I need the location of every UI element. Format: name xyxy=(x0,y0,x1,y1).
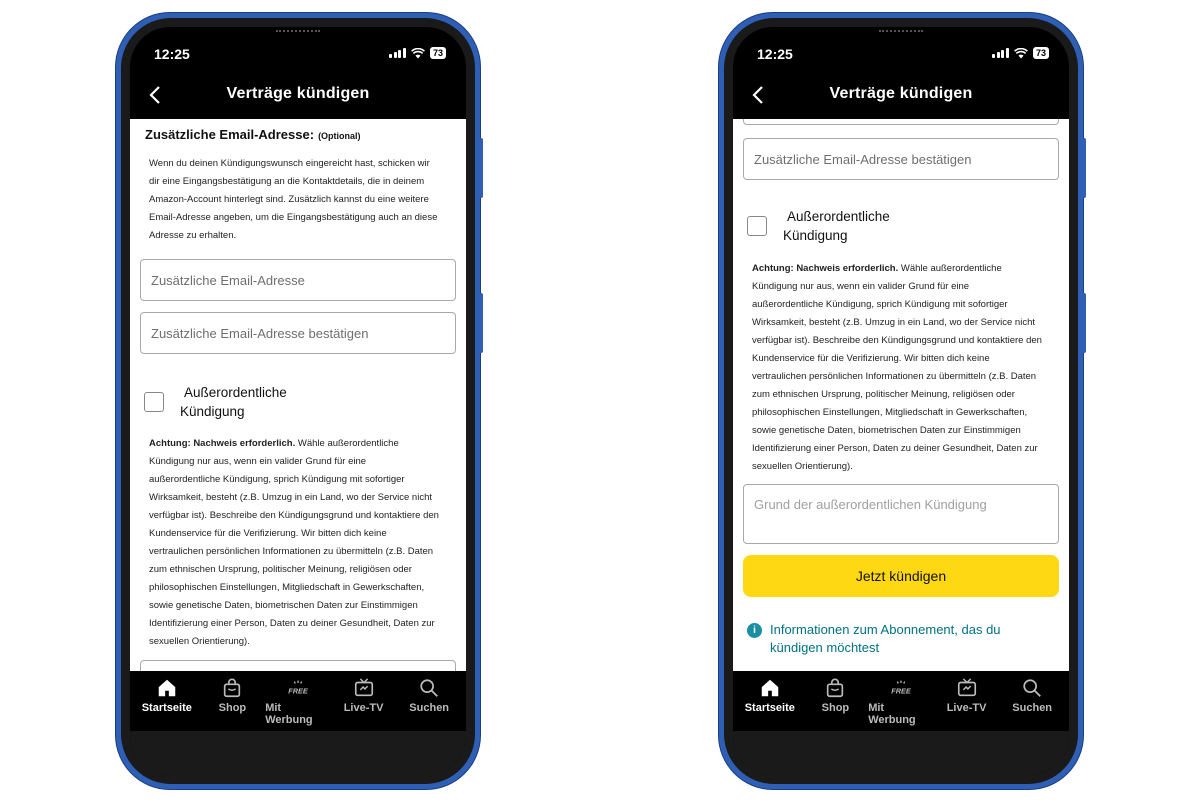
tab-suchen[interactable]: Suchen xyxy=(396,671,462,731)
status-bar xyxy=(733,27,1069,71)
signal-icon xyxy=(389,48,406,58)
extraordinary-warning: Achtung: Nachweis erforderlich. Wähle außerordentliche Kündigung nur aus, wenn ein valider Grund für eine außerordentliche Kündigung, sprich Kündigung mit sofortiger Wirksamkeit, besteht (z.B. Umzug in ein Land, wo der Service nicht verfügbar ist). Beschreibe den Kündigungsgrund und kontaktiere den Kundenservice für die Verifizierung. Wir bitten dich keine vertraulichen persönlichen Informationen zu übermitteln (z.B. Daten zum ethnischen Ursprung, politischer Meinung, religiösen oder philosophischen Einstellungen, Mitgliedschaft in Gewerkschaften, sowie genetische Daten, biometrischen Daten zur Einstimmigen Identifizierung einer Person, Daten zu deiner Gesundheit, Daten zur sexuellen Orientierung). xyxy=(149,438,439,647)
free-icon xyxy=(287,677,309,699)
status-time: 12:25 xyxy=(154,46,190,62)
extraordinary-checkbox[interactable] xyxy=(144,392,164,412)
page-title: Verträge kündigen xyxy=(829,85,973,102)
page-title: Verträge kündigen xyxy=(226,85,370,102)
phone-right xyxy=(719,13,1083,789)
reason-textarea[interactable]: Grund der außerordentlichen Kündigung xyxy=(743,484,1059,544)
info-icon: i xyxy=(747,623,762,638)
cancel-now-button[interactable]: Jetzt kündigen xyxy=(743,555,1059,597)
confirm-email-input[interactable]: Zusätzliche Email-Adresse bestätigen xyxy=(140,312,456,354)
email-section-title: Zusätzliche Email-Adresse: (Optional) xyxy=(145,127,361,142)
tab-shop[interactable]: Shop xyxy=(803,671,869,731)
battery-indicator: 73 xyxy=(430,47,446,59)
extraordinary-label: Außerordentliche Kündigung xyxy=(180,385,287,419)
extraordinary-checkbox-row[interactable] xyxy=(747,207,890,245)
signal-icon xyxy=(992,48,1009,58)
tab-startseite[interactable]: Startseite xyxy=(134,671,200,731)
svg-text:FREE: FREE xyxy=(288,686,308,696)
confirm-email-input[interactable]: Zusätzliche Email-Adresse bestätigen xyxy=(743,138,1059,180)
search-icon xyxy=(1021,677,1043,699)
svg-text:FREE: FREE xyxy=(891,686,911,696)
tab-bar xyxy=(733,671,1069,731)
battery-indicator: 73 xyxy=(1033,47,1049,59)
tv-icon xyxy=(956,677,978,699)
status-bar xyxy=(130,27,466,71)
nav-bar xyxy=(130,71,466,119)
home-icon xyxy=(759,677,781,699)
additional-email-input[interactable]: Zusätzliche Email-Adresse xyxy=(140,259,456,301)
home-icon xyxy=(156,677,178,699)
tab-suchen[interactable]: Suchen xyxy=(999,671,1065,731)
tab-mit-werbung[interactable]: FREE Mit Werbung xyxy=(265,671,331,731)
shopping-bag-icon xyxy=(824,677,846,699)
phone-left xyxy=(116,13,480,789)
tab-mit-werbung[interactable]: FREE Mit Werbung xyxy=(868,671,934,731)
search-icon xyxy=(418,677,440,699)
tv-icon xyxy=(353,677,375,699)
free-icon xyxy=(890,677,912,699)
tab-live-tv[interactable]: Live-TV xyxy=(934,671,1000,731)
extraordinary-label: Außerordentliche Kündigung xyxy=(783,209,890,243)
optional-tag: (Optional) xyxy=(318,131,361,141)
tab-live-tv[interactable]: Live-TV xyxy=(331,671,397,731)
screen xyxy=(130,27,466,775)
tab-startseite[interactable]: Startseite xyxy=(737,671,803,731)
subscription-info-link[interactable]: i Informationen zum Abonnement, das du kündigen möchtest xyxy=(747,621,1049,657)
extraordinary-checkbox[interactable] xyxy=(747,216,767,236)
tab-bar xyxy=(130,671,466,731)
previous-input-edge xyxy=(743,119,1059,125)
shopping-bag-icon xyxy=(221,677,243,699)
screen xyxy=(733,27,1069,775)
nav-bar xyxy=(733,71,1069,119)
extraordinary-warning: Achtung: Nachweis erforderlich. Wähle außerordentliche Kündigung nur aus, wenn ein valider Grund für eine außerordentliche Kündigung, sprich Kündigung mit sofortiger Wirksamkeit, besteht (z.B. Umzug in ein Land, wo der Service nicht verfügbar ist). Beschreibe den Kündigungsgrund und kontaktiere den Kundenservice für die Verifizierung. Wir bitten dich keine vertraulichen persönlichen Informationen zu übermitteln (z.B. Daten zum ethnischen Ursprung, politischer Meinung, religiösen oder philosophischen Einstellungen, Mitgliedschaft in Gewerkschaften, sowie genetische Daten, biometrischen Daten zur Einstimmigen Identifizierung einer Person, Daten zu deiner Gesundheit, Daten zur sexuellen Orientierung). xyxy=(752,263,1042,472)
wifi-icon xyxy=(411,48,425,59)
status-time: 12:25 xyxy=(757,46,793,62)
extraordinary-checkbox-row[interactable] xyxy=(144,383,287,421)
wifi-icon xyxy=(1014,48,1028,59)
form-content[interactable] xyxy=(733,119,1069,719)
email-description: Wenn du deinen Kündigungswunsch eingereicht hast, schicken wir dir eine Eingangsbestätigung an die Kontaktdetails, die in deinem Amazon-Account hinterlegt sind. Zusätzlich kannst du eine weitere Email-Adresse angeben, um die Eingangsbestätigung auch an diese Adresse zu erhalten. xyxy=(149,158,438,241)
form-content[interactable] xyxy=(130,119,466,719)
tab-shop[interactable]: Shop xyxy=(200,671,266,731)
